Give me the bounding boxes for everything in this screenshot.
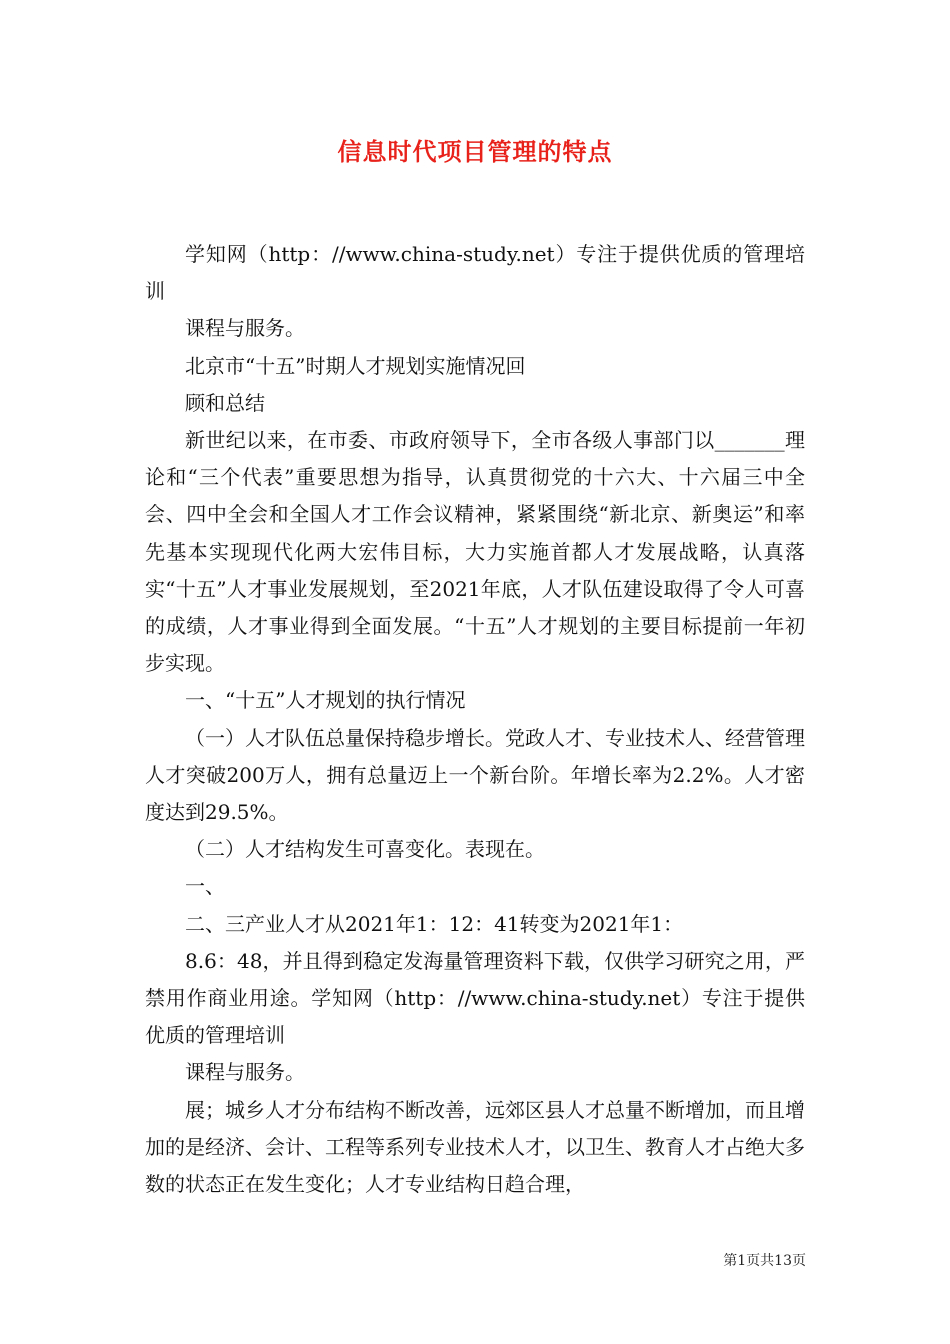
paragraph: 新世纪以来，在市委、市政府领导下，全市各级人事部门以_______理论和“三个代表”重要思想为指导，认真贯彻党的十六大、十六届三中全会、四中全会和全国人才工作会议精神，紧紧围绕“新北京、新奥运”和率先基本实现现代化两大宏伟目标，大力实施首都人才发展战略，认真落实“十五”人才事业发展规划，至2021年底，人才队伍建设取得了令人可喜的成绩，人才事业得到全面发展。“十五”人才规划的主要目标提前一年初步实现。 (145, 428, 805, 676)
paragraph: 二、三产业人才从2021年1：12：41转变为2021年1： (185, 911, 684, 936)
section-heading: 一、“十五”人才规划的执行情况 (185, 688, 466, 713)
paragraph: 顾和总结 (185, 390, 265, 415)
paragraph: 课程与服务。 (185, 1060, 305, 1085)
paragraph: （二）人才结构发生可喜变化。表现在。 (185, 837, 545, 862)
paragraph: 学知网（http：//www.china-study.net）专注于提供优质的管理培训 (145, 242, 805, 304)
paragraph: 8.6：48，并且得到稳定发海量管理资料下载，仅供学习研究之用，严禁用作商业用途。学知网（http：//www.china-study.net）专注于提供优质的管理培训 (145, 948, 805, 1048)
document-body (145, 236, 805, 1203)
paragraph: 课程与服务。 (185, 316, 305, 341)
paragraph: （一）人才队伍总量保持稳步增长。党政人才、专业技术人、经营管理人才突破200万人，拥有总量迈上一个新台阶。年增长率为2.2%。人才密度达到29.5%。 (145, 725, 805, 825)
paragraph: 一、 (185, 874, 225, 899)
paragraph: 北京市“十五”时期人才规划实施情况回 (185, 353, 526, 378)
paragraph: 展；城乡人才分布结构不断改善，远郊区县人才总量不断增加，而且增加的是经济、会计、工程等系列专业技术人才，以卫生、教育人才占绝大多数的状态正在发生变化；人才专业结构日趋合理， (145, 1097, 805, 1197)
document-title: 信息时代项目管理的特点 (337, 138, 613, 166)
page-number: 第1页共13页 (723, 1253, 806, 1269)
